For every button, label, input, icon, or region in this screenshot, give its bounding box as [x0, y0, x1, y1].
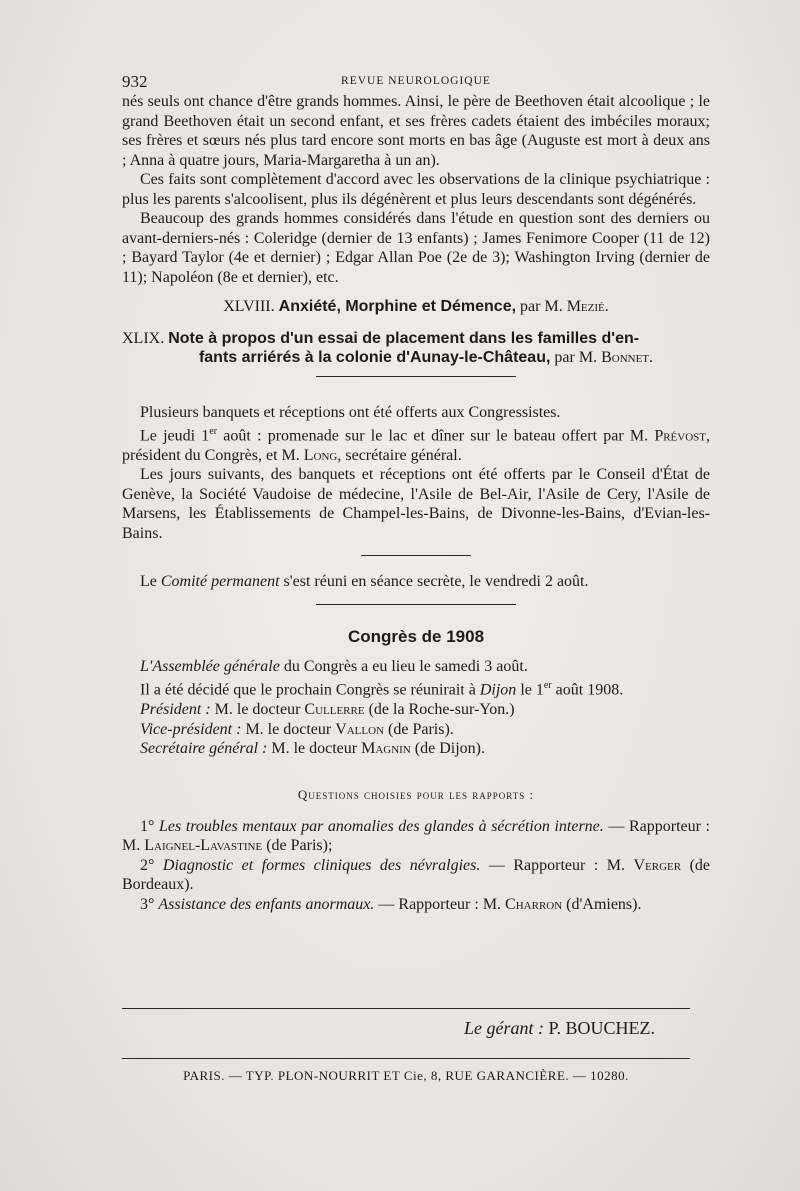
- gerant-signature: Le gérant : P. BOUCHEZ.: [464, 1018, 656, 1038]
- banquets-following-days: Les jours suivants, des banquets et réceptions ont été offerts par le Conseil d'État de Genève, la Société Vaudoise de médecine, l'Asile de Bel-Air, l'Asile de Cery, l'Asile de Marsens, les Établissements de Champel-les-Bains, de Divonne-les-Bains, d'Evian-les-Bains.: [122, 466, 710, 542]
- journal-title: REVUE NEUROLOGIQUE: [341, 75, 491, 87]
- banquets-intro: Plusieurs banquets et réceptions ont été offerts aux Congressistes.: [140, 403, 561, 421]
- question-3: 3° Assistance des enfants anormaux. — Rapporteur : M. Charron (d'Amiens).: [140, 895, 642, 913]
- vice-president: Vice-président : M. le docteur Vallon (de Paris).: [140, 720, 454, 738]
- paragraph-beethoven: nés seuls ont chance d'être grands hommes. Ainsi, le père de Beethoven était alcoolique ; le grand Beethoven était un second enfant, et ses frères cadets étaient des imbéciles moraux; ses frères et sœurs nés plus tard encore sont morts en bas âge (Auguste est mort à deux ans ; Anna à quatre jours, Maria-Margaretha à un an).: [122, 93, 710, 169]
- congres-1908-heading: Congrès de 1908: [347, 626, 485, 646]
- item-xlix: [122, 329, 710, 368]
- banquets-section: [122, 403, 710, 544]
- assemblee-generale: L'Assemblée générale du Congrès a eu lieu le samedi 3 août.: [140, 657, 528, 675]
- president: Président : M. le docteur Cullerre (de la Roche-sur-Yon.): [140, 701, 515, 719]
- question-2: 2° Diagnostic et formes cliniques des névralgies. — Rapporteur : M. Verger (de Bordeaux).: [122, 856, 710, 894]
- item-xlviii-by: par M.: [520, 298, 563, 315]
- banquets-thursday: Le jeudi 1er août : promenade sur le lac et dîner sur le bateau offert par M. Prévost, président du Congrès, et M. Long, secrétaire général.: [122, 426, 710, 464]
- item-xlix-title-a: Note à propos d'un essai de placement dans les familles d'en-: [168, 329, 640, 347]
- question-1: 1° Les troubles mentaux par anomalies des glandes à sécrétion interne. — Rapporteur : M. Laignel-Lavastine (de Paris);: [122, 817, 711, 855]
- secretaire-general: Secrétaire général : M. le docteur Magnin (de Dijon).: [140, 740, 485, 758]
- item-xlix-number: XLIX.: [122, 329, 165, 347]
- section-divider: [316, 376, 516, 377]
- section-divider: [316, 604, 516, 605]
- article-body: [122, 68, 710, 914]
- footer-rule-top: [122, 1008, 690, 1009]
- item-xlix-title-b: fants arriérés à la colonie d'Aunay-le-Château,: [198, 349, 551, 366]
- comite-permanent: Le Comité permanent s'est réuni en séance secrète, le vendredi 2 août.: [140, 573, 589, 591]
- item-xlix-author: Bonnet.: [601, 349, 654, 366]
- item-xlix-by: par M.: [554, 349, 598, 366]
- printer-imprint: PARIS. — TYP. PLON-NOURRIT ET Cie, 8, RUE GARANCIÈRE. — 10280.: [183, 1068, 629, 1083]
- paragraph-clinical: Ces faits sont complètement d'accord avec les observations de la clinique psychiatrique : plus les parents s'alcoolisent, plus ils dégénèrent et plus leurs descendants sont dégénérés.: [122, 171, 710, 208]
- item-xlviii-title: Anxiété, Morphine et Démence,: [278, 298, 517, 315]
- paragraph-great-men: Beaucoup des grands hommes considérés dans l'étude en question sont des derniers ou avant-derniers-nés : Coleridge (dernier de 13 enfants) ; James Fenimore Cooper (11 de 12) ; Bayard Taylor (4e et dernier) ; Edgar Allan Poe (2e de 3); Washington Irving (dernier de 11); Napoléon (8e et dernier), etc.: [122, 210, 710, 286]
- item-xlviii: [122, 297, 710, 317]
- footer-rule-bottom: [122, 1058, 690, 1059]
- section-divider: [361, 555, 471, 556]
- next-congress: Il a été décidé que le prochain Congrès se réunirait à Dijon le 1er août 1908.: [140, 680, 624, 699]
- questions-list: [122, 817, 710, 915]
- item-xlviii-author: Mezié.: [566, 298, 609, 315]
- running-head: [122, 68, 710, 92]
- item-xlviii-number: XLVIII.: [223, 298, 275, 315]
- page-number: 932: [122, 72, 148, 91]
- congres-section: [122, 657, 710, 759]
- questions-heading: Questions choisies pour les rapports :: [297, 786, 535, 802]
